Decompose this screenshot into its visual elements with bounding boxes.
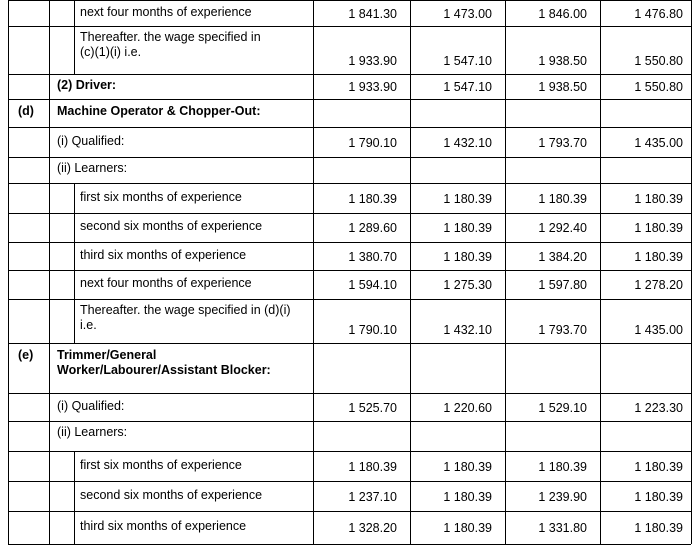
wage-value: 1 180.39: [634, 221, 683, 235]
wage-value: 1 180.39: [538, 460, 587, 474]
wage-value: 1 180.39: [634, 521, 683, 535]
wage-value: 1 292.40: [538, 221, 587, 235]
wage-value: 1 476.80: [634, 7, 683, 21]
table-row: [0, 451, 695, 481]
column-divider: [74, 242, 75, 270]
column-divider: [74, 0, 75, 26]
wage-value: 1 220.60: [443, 401, 492, 415]
wage-value: 1 384.20: [538, 250, 587, 264]
column-divider: [74, 451, 75, 481]
row-label: [57, 78, 116, 93]
table-row: [0, 157, 695, 183]
wage-value: 1 239.90: [538, 490, 587, 504]
row-label-line: Trimmer/General: [57, 348, 157, 362]
wage-value: 1 550.80: [634, 54, 683, 68]
row-label-line: next four months of experience: [80, 276, 252, 290]
table-row: [0, 299, 695, 343]
row-label: [80, 488, 262, 503]
wage-value: 1 432.10: [443, 323, 492, 337]
wage-value: 1 180.39: [443, 250, 492, 264]
row-label-line: (ii) Learners:: [57, 161, 128, 175]
table-row: [0, 242, 695, 270]
wage-value: 1 435.00: [634, 323, 683, 337]
wage-value: 1 180.39: [348, 460, 397, 474]
section-letter: (e): [18, 348, 34, 362]
row-label-line: first six months of experience: [80, 458, 242, 472]
wage-value: 1 933.90: [348, 80, 397, 94]
row-label-line: (i) Qualified:: [57, 134, 125, 148]
column-divider: [74, 511, 75, 544]
wage-value: 1 790.10: [348, 323, 397, 337]
row-label-line: Worker/Labourer/Assistant Blocker:: [57, 363, 271, 377]
row-label-line: Thereafter. the wage specified in (d)(i): [80, 303, 291, 317]
wage-value: 1 380.70: [348, 250, 397, 264]
wage-value: 1 790.10: [348, 136, 397, 150]
row-label-line: first six months of experience: [80, 190, 242, 204]
wage-value: 1 180.39: [348, 192, 397, 206]
table-row: [0, 26, 695, 74]
row-label: [80, 303, 291, 333]
row-label: [80, 219, 262, 234]
row-label-line: (c)(1)(i) i.e.: [80, 45, 142, 59]
wage-value: 1 938.50: [538, 80, 587, 94]
wage-value: 1 180.39: [634, 490, 683, 504]
row-label-line: second six months of experience: [80, 488, 263, 502]
table-row: [0, 0, 695, 26]
wage-value: 1 237.10: [348, 490, 397, 504]
column-divider: [74, 26, 75, 74]
wage-value: 1 793.70: [538, 323, 587, 337]
row-label: [57, 104, 260, 119]
table-row: [0, 343, 695, 393]
column-divider: [74, 183, 75, 213]
table-row: [0, 511, 695, 544]
table-row: [0, 74, 695, 99]
row-label-line: i.e.: [80, 318, 97, 332]
row-label-line: (2) Driver:: [57, 78, 117, 92]
wage-value: 1 594.10: [348, 278, 397, 292]
column-divider: [74, 299, 75, 343]
wage-value: 1 846.00: [538, 7, 587, 21]
row-label: [57, 399, 124, 414]
column-divider: [74, 213, 75, 242]
wage-value: 1 331.80: [538, 521, 587, 535]
row-label: [80, 248, 246, 263]
wage-value: 1 525.70: [348, 401, 397, 415]
row-label: [57, 161, 127, 176]
wage-value: 1 275.30: [443, 278, 492, 292]
wage-value: 1 180.39: [443, 192, 492, 206]
table-row: [0, 213, 695, 242]
wage-value: 1 180.39: [443, 521, 492, 535]
wage-value: 1 933.90: [348, 54, 397, 68]
wage-value: 1 432.10: [443, 136, 492, 150]
wage-value: 1 547.10: [443, 80, 492, 94]
wage-value: 1 938.50: [538, 54, 587, 68]
column-divider: [74, 270, 75, 299]
table-row: [0, 270, 695, 299]
wage-value: 1 550.80: [634, 80, 683, 94]
column-divider: [74, 481, 75, 511]
wage-value: 1 180.39: [443, 460, 492, 474]
table-row: [0, 481, 695, 511]
row-label: [57, 134, 124, 149]
wage-value: 1 180.39: [634, 192, 683, 206]
wage-value: 1 328.20: [348, 521, 397, 535]
table-row: [0, 99, 695, 127]
row-label-line: second six months of experience: [80, 219, 263, 233]
row-label-line: third six months of experience: [80, 248, 247, 262]
wage-value: 1 223.30: [634, 401, 683, 415]
wage-value: 1 180.39: [443, 221, 492, 235]
row-label: [80, 5, 252, 20]
wage-value: 1 547.10: [443, 54, 492, 68]
wage-value: 1 180.39: [634, 460, 683, 474]
row-label: [57, 425, 127, 440]
table-row: [0, 393, 695, 421]
row-label-line: Machine Operator & Chopper-Out:: [57, 104, 261, 118]
wage-value: 1 435.00: [634, 136, 683, 150]
row-divider: [8, 544, 691, 545]
wage-value: 1 180.39: [634, 250, 683, 264]
wage-value: 1 180.39: [538, 192, 587, 206]
row-label: [80, 519, 246, 534]
wage-value: 1 473.00: [443, 7, 492, 21]
row-label-line: (i) Qualified:: [57, 399, 125, 413]
row-label-line: Thereafter. the wage specified in: [80, 30, 261, 44]
row-label: [80, 276, 252, 291]
row-label: [57, 348, 271, 378]
wage-value: 1 180.39: [443, 490, 492, 504]
wage-value: 1 529.10: [538, 401, 587, 415]
row-label-line: (ii) Learners:: [57, 425, 128, 439]
wage-value: 1 793.70: [538, 136, 587, 150]
wage-value: 1 278.20: [634, 278, 683, 292]
row-label-line: next four months of experience: [80, 5, 252, 19]
wage-value: 1 289.60: [348, 221, 397, 235]
table-row: [0, 183, 695, 213]
row-label: [80, 190, 242, 205]
table-row: [0, 421, 695, 451]
wage-value: 1 841.30: [348, 7, 397, 21]
table-row: [0, 127, 695, 157]
wage-value: 1 597.80: [538, 278, 587, 292]
section-letter: (d): [18, 104, 34, 118]
row-label: [80, 458, 242, 473]
row-label-line: third six months of experience: [80, 519, 247, 533]
row-label: [80, 30, 261, 60]
